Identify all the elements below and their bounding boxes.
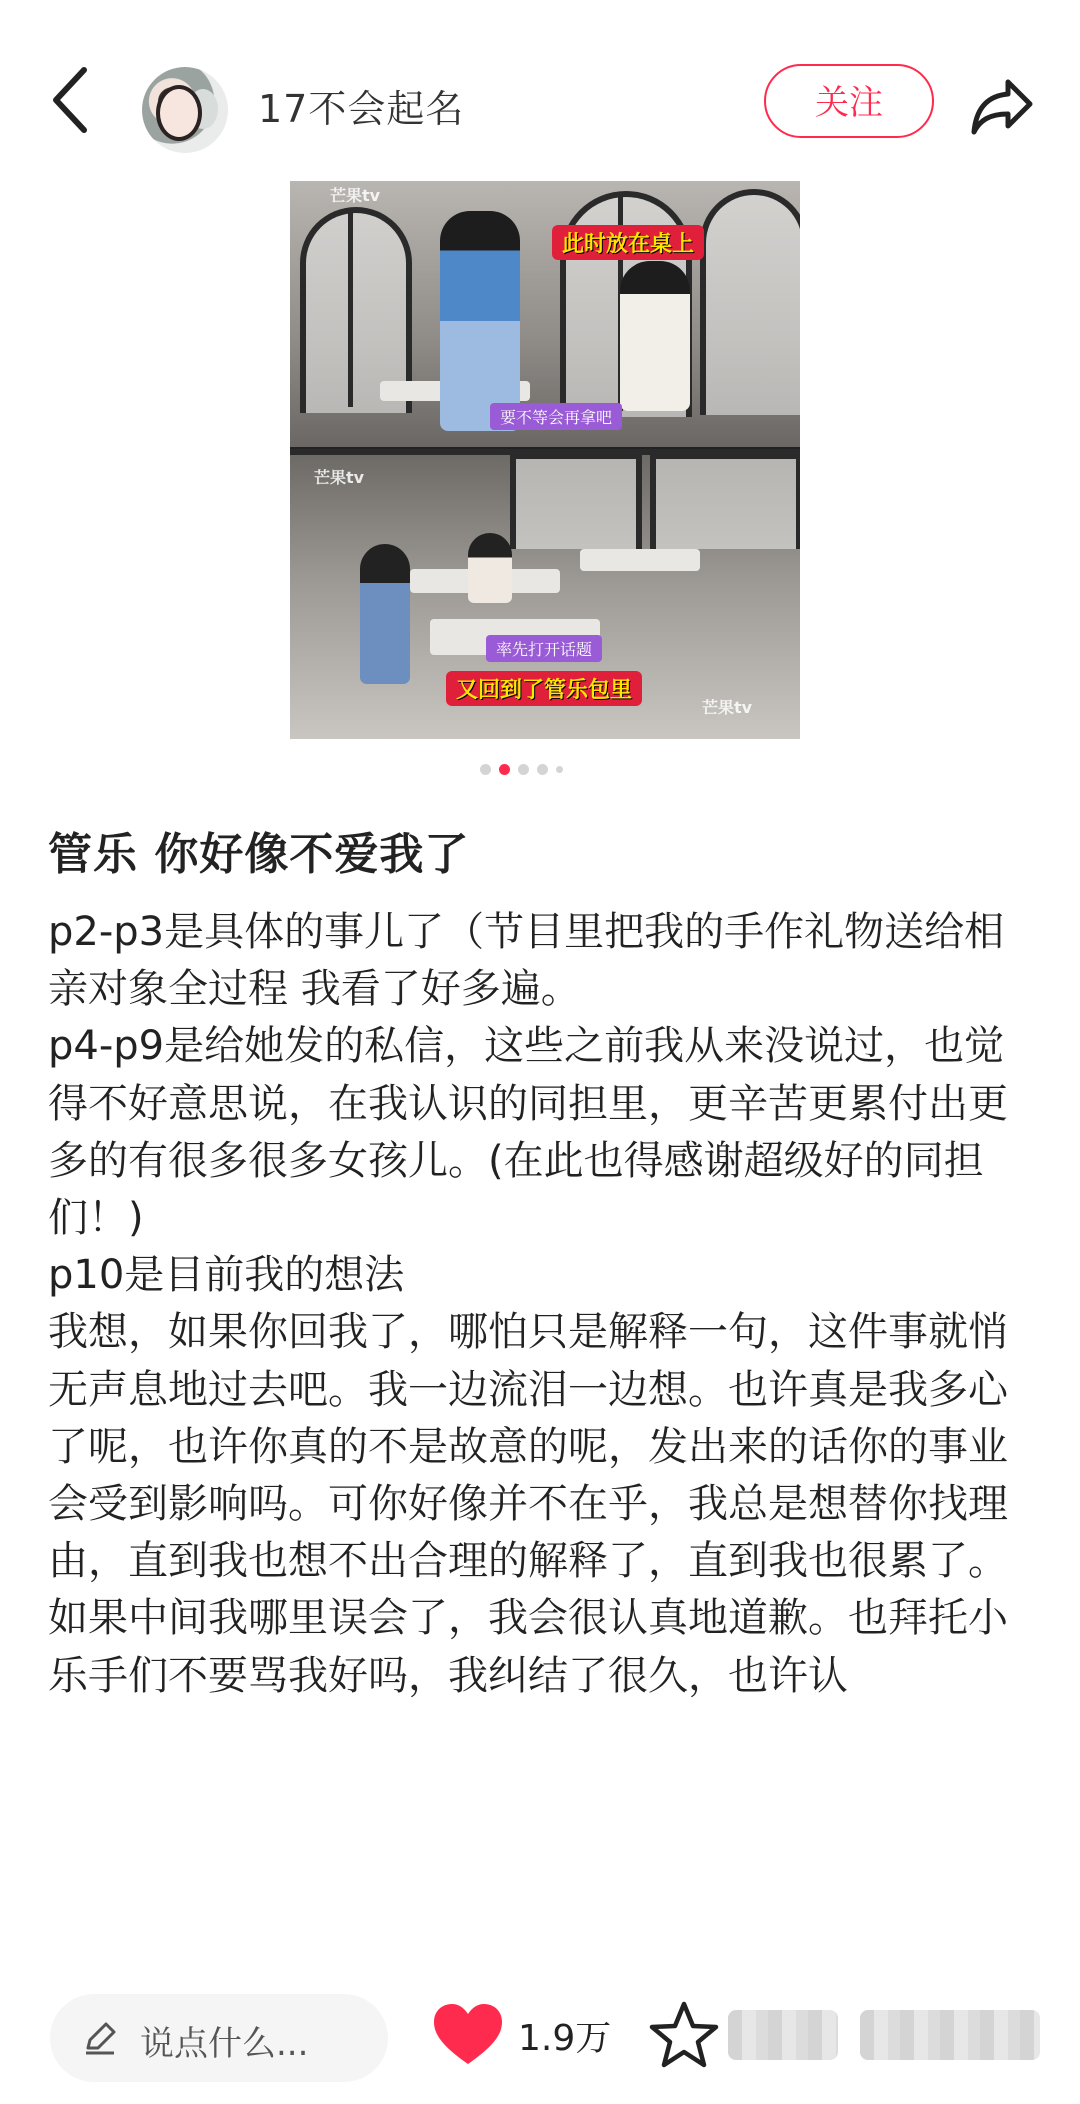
top-bar bbox=[0, 0, 1080, 200]
pager-dot-active bbox=[499, 764, 510, 775]
blurred-comment-count bbox=[860, 2010, 1040, 2060]
carousel-pager bbox=[480, 764, 563, 775]
video-subtitle: 要不等会再拿吧 bbox=[490, 403, 622, 430]
comment-input[interactable] bbox=[50, 1994, 388, 2082]
video-frame-bottom bbox=[290, 449, 800, 739]
post-paragraph: 如果中间我哪里误会了，我会很认真地道歉。也拜托小乐手们不要骂我好吗，我纠结了很久，也许认 bbox=[48, 1595, 1008, 1699]
pager-dot bbox=[537, 764, 548, 775]
bottom-action-bar bbox=[0, 1980, 1080, 2104]
video-subtitle: 率先打开话题 bbox=[486, 635, 602, 662]
author-avatar[interactable] bbox=[142, 67, 228, 153]
post-title: 管乐 你好像不爱我了 bbox=[48, 829, 470, 880]
author-name[interactable]: 17不会起名 bbox=[258, 87, 465, 131]
like-heart-icon[interactable] bbox=[432, 2002, 504, 2068]
video-watermark: 芒果tv bbox=[314, 468, 365, 487]
pencil-icon bbox=[82, 2020, 118, 2056]
like-count: 1.9万 bbox=[518, 2018, 612, 2059]
video-frame-top bbox=[290, 181, 800, 447]
video-watermark: 芒果tv bbox=[330, 186, 381, 205]
video-caption: 又回到了管乐包里 bbox=[446, 671, 642, 706]
post-paragraph: p4-p9是给她发的私信，这些之前我从来没说过，也觉得不好意思说，在我认识的同担里，更辛苦更累付出更多的有很多很多女孩儿。(在此也得感谢超级好的同担们！) bbox=[48, 1023, 1008, 1242]
video-watermark: 芒果tv bbox=[702, 698, 753, 717]
post-body bbox=[48, 904, 1044, 1705]
pager-dot bbox=[556, 766, 563, 773]
post-paragraph: p2-p3是具体的事儿了（节目里把我的手作礼物送给相亲对象全过程 我看了好多遍。 bbox=[48, 909, 1005, 1013]
blurred-collect-count bbox=[728, 2010, 838, 2060]
pager-dot bbox=[480, 764, 491, 775]
follow-button[interactable]: 关注 bbox=[764, 64, 934, 138]
back-arrow-icon[interactable] bbox=[42, 62, 102, 138]
share-icon[interactable] bbox=[968, 74, 1036, 138]
pager-dot bbox=[518, 764, 529, 775]
collect-star-icon[interactable] bbox=[648, 2000, 720, 2070]
post-paragraph: 我想，如果你回我了，哪怕只是解释一句，这件事就悄无声息地过去吧。我一边流泪一边想。也许真是我多心了呢，也许你真的不是故意的呢，发出来的话你的事业会受到影响吗。可你好像并不在乎，我总是想替你找理由，直到我也想不出合理的解释了，直到我也很累了。 bbox=[48, 1309, 1008, 1585]
video-caption: 此时放在桌上 bbox=[552, 225, 704, 260]
comment-placeholder: 说点什么... bbox=[140, 2024, 309, 2064]
post-image-carousel[interactable] bbox=[290, 181, 800, 739]
post-paragraph: p10是目前我的想法 bbox=[48, 1252, 405, 1299]
